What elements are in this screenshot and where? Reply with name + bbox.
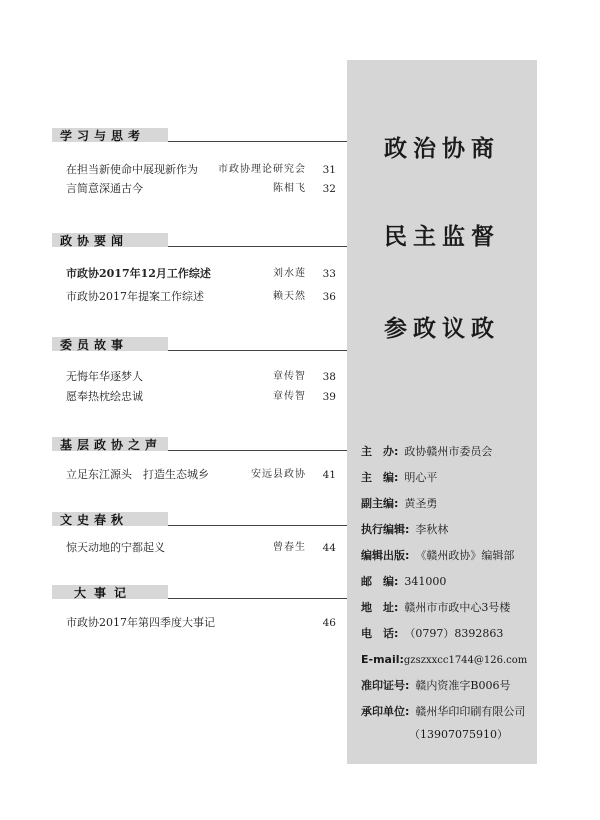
entry-page: 39 — [322, 391, 336, 403]
info-value: 赣州华印印刷有限公司 — [415, 705, 526, 718]
info-line — [361, 601, 510, 615]
info-label: 编辑出版: — [361, 549, 410, 562]
entry-page: 38 — [322, 371, 336, 383]
info-label: 主 办: — [361, 445, 399, 458]
info-line — [361, 653, 527, 668]
section-title: 学习与思考 — [60, 129, 146, 143]
entry-author: 安远县政协 — [251, 469, 306, 480]
info-value: 黄圣勇 — [404, 497, 438, 510]
section-title: 基层政协之声 — [60, 438, 163, 452]
entry-title: 在担当新使命中展现新作为 — [66, 163, 198, 176]
entry-author: 章传智 — [273, 371, 306, 382]
section-title: 大事记 — [74, 586, 135, 600]
info-line — [361, 575, 446, 589]
info-value: 341000 — [404, 575, 447, 588]
entry-author: 陈相飞 — [273, 183, 306, 194]
entry-title: 言简意深通古今 — [66, 182, 143, 195]
entry-page: 41 — [322, 469, 336, 481]
info-value: 赣州市市政中心3号楼 — [404, 601, 511, 614]
entry-page: 33 — [322, 268, 336, 280]
entry-title: 市政协2017年12月工作综述 — [66, 267, 211, 280]
toc-entry[interactable] — [66, 467, 336, 483]
info-label: 地 址: — [361, 601, 399, 614]
slogan: 参政议政 — [384, 316, 500, 342]
info-value: （13907075910） — [409, 728, 508, 741]
info-line — [409, 728, 508, 742]
info-label: 副主编: — [361, 497, 399, 510]
info-label: 邮 编: — [361, 575, 399, 588]
info-value: 李秋林 — [415, 523, 449, 536]
entry-page: 31 — [322, 164, 336, 176]
toc-entry[interactable] — [66, 369, 336, 385]
info-label: 执行编辑: — [361, 523, 410, 536]
entry-page: 36 — [322, 291, 336, 303]
info-label: 主 编: — [361, 471, 399, 484]
info-value: 《赣州政协》编辑部 — [415, 549, 515, 562]
info-line — [361, 471, 437, 485]
entry-page: 44 — [322, 542, 336, 554]
info-line — [361, 497, 437, 511]
entry-author: 章传智 — [273, 391, 306, 402]
info-value: 明心平 — [404, 471, 438, 484]
info-line — [361, 705, 525, 719]
slogan: 政治协商 — [384, 136, 500, 162]
info-value: （0797）8392863 — [404, 627, 504, 640]
toc-entry[interactable] — [66, 540, 336, 556]
info-value: gzszxxcc1744@126.com — [403, 655, 528, 666]
entry-author: 赖天然 — [273, 291, 306, 302]
entry-title: 立足东江源头 打造生态城乡 — [66, 468, 209, 481]
info-label: E-mail: — [361, 653, 404, 666]
entry-title: 市政协2017年第四季度大事记 — [66, 616, 215, 629]
entry-author: 曾春生 — [273, 542, 306, 553]
info-line — [361, 549, 514, 563]
entry-page: 32 — [322, 183, 336, 195]
entry-author: 市政协理论研究会 — [218, 164, 306, 175]
masthead-panel — [347, 60, 537, 764]
entry-author: 刘水莲 — [273, 268, 306, 279]
toc-entry[interactable] — [66, 289, 336, 305]
section-title: 文史春秋 — [60, 513, 129, 527]
entry-title: 惊天动地的宁都起义 — [66, 541, 165, 554]
info-line — [361, 627, 503, 641]
entry-title: 市政协2017年提案工作综述 — [66, 290, 204, 303]
info-value: 政协赣州市委员会 — [404, 445, 493, 458]
slogan: 民主监督 — [384, 224, 500, 250]
entry-title: 无悔年华逐梦人 — [66, 370, 143, 383]
info-line — [361, 679, 511, 693]
info-label: 准印证号: — [361, 679, 410, 692]
toc-entry[interactable] — [66, 162, 336, 178]
entry-page: 46 — [322, 617, 336, 629]
toc-entry[interactable] — [66, 266, 336, 282]
info-label: 承印单位: — [361, 705, 410, 718]
info-label: 电 话: — [361, 627, 399, 640]
section-title: 政协要闻 — [60, 234, 129, 248]
toc-entry[interactable] — [66, 389, 336, 405]
info-value: 赣内资准字B006号 — [415, 679, 511, 692]
info-line — [361, 523, 448, 537]
toc-entry[interactable] — [66, 181, 336, 197]
info-line — [361, 445, 492, 459]
toc-entry[interactable] — [66, 615, 336, 631]
section-title: 委员故事 — [60, 338, 129, 352]
entry-title: 愿奉热枕绘忠诚 — [66, 390, 143, 403]
